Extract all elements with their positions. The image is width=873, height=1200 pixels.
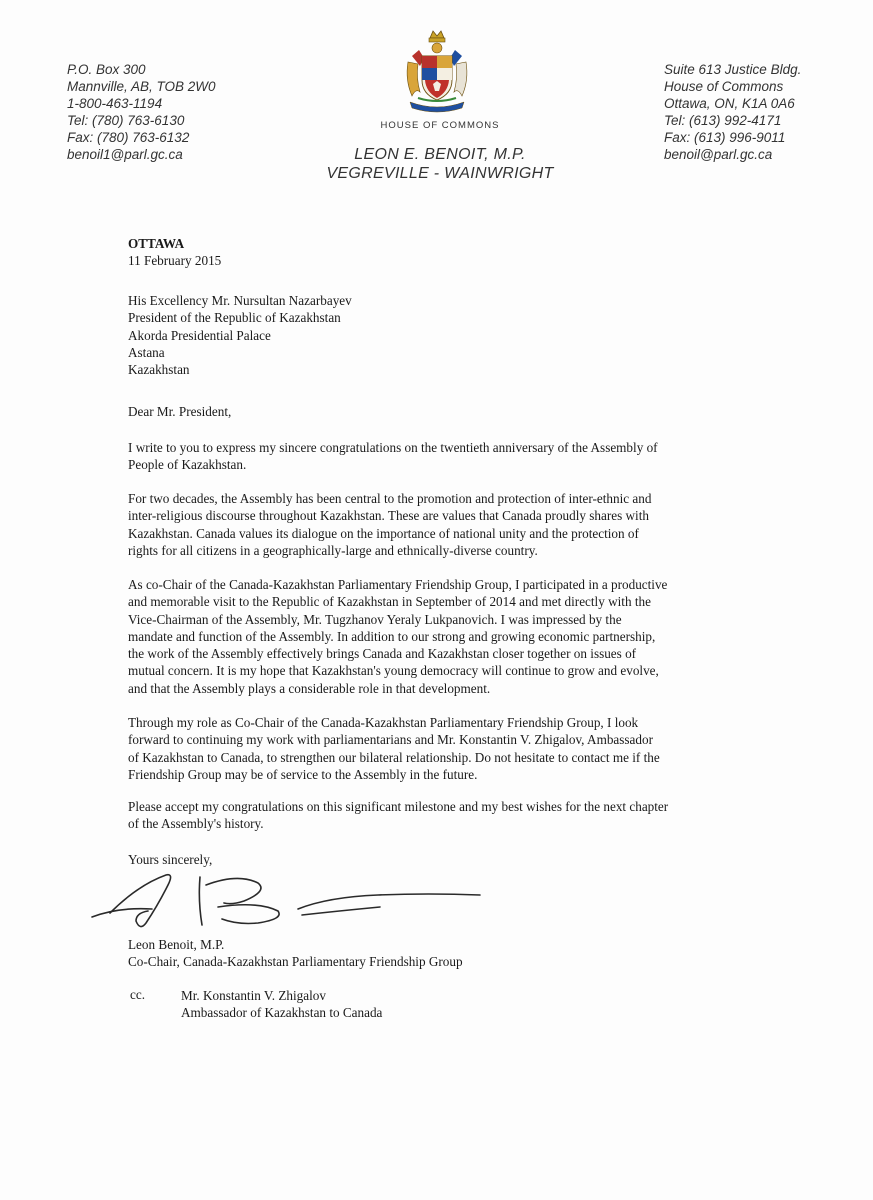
paragraph-line: Through my role as Co-Chair of the Canada-Kazakhstan Parliamentary Friendship Group, I look [128,715,639,730]
cc-label: cc. [130,987,146,1002]
left-address-line: 1-800-463-1194 [67,96,163,111]
paragraph-line: Friendship Group may be of service to the Assembly in the future. [128,766,478,782]
ottawa-left-address-block [67,61,216,163]
coat-of-arms-icon [402,28,472,116]
paragraph-line: of the Assembly's history. [128,816,264,832]
paragraph-line: I write to you to express my sincere congratulations on the twentieth anniversary of the Assembly of [128,440,658,455]
paragraph-line: People of Kazakhstan. [128,457,247,473]
paragraph-line: Please accept my congratulations on this significant milestone and my best wishes for the next chapter [128,799,669,814]
constituency-right-address-block [664,61,801,163]
member-name: LEON E. BENOIT, M.P. [354,146,526,163]
signature-block [128,936,748,971]
closing: Yours sincerely, [128,852,213,867]
right-address-line: Suite 613 Justice Bldg. [664,62,802,77]
recipient-line: President of the Republic of Kazakhstan [128,310,341,326]
paragraph-line: Kazakhstan. Canada values its dialogue on the importance of national unity and the protection of [128,525,639,541]
right-address-line: Fax: (613) 996-9011 [664,130,786,145]
left-address-line: Mannville, AB, TOB 2W0 [67,79,216,94]
recipient-line: Kazakhstan [128,362,190,378]
paragraph-line: Vice-Chairman of the Assembly, Mr. Tugzhanov Yeraly Lukpanovich. I was impressed by the [128,611,622,627]
recipient-line: Akorda Presidential Palace [128,327,271,343]
recipient-address [128,292,748,378]
paragraph-line: forward to continuing my work with parliamentarians and Mr. Konstantin V. Zhigalov, Ambassador [128,732,653,748]
paragraph-2 [128,490,748,559]
paragraph-4 [128,714,748,783]
paragraph-line: For two decades, the Assembly has been central to the promotion and protection of inter-ethnic and [128,491,652,506]
paragraph-3 [128,576,748,697]
recipient-line: His Excellency Mr. Nursultan Nazarbayev [128,293,352,308]
paragraph-line: and that the Assembly plays a considerable role in that development. [128,680,491,696]
letter-city: OTTAWA [128,236,185,251]
member-name-block [290,145,590,183]
paragraph-5 [128,798,748,833]
institution-name: HOUSE OF COMMONS [380,120,500,131]
right-address-line: Ottawa, ON, K1A 0A6 [664,96,795,111]
signer-name: Leon Benoit, M.P. [128,937,225,952]
paragraph-line: the work of the Assembly effectively brings Canada and Kazakhstan closer together on issues of [128,646,637,662]
cc-line: Ambassador of Kazakhstan to Canada [181,1005,383,1021]
paragraph-line: of Kazakhstan to Canada, to strengthen our bilateral relationship. Do not hesitate to contact me if the [128,749,660,765]
right-address-line: benoil@parl.gc.ca [664,147,773,162]
cc-line: Mr. Konstantin V. Zhigalov [181,988,326,1003]
paragraph-line: mutual concern. It is my hope that Kazakhstan's young democracy will continue to grow and evolve, [128,663,659,679]
left-address-line: Fax: (780) 763-6132 [67,130,190,145]
letter-date: 11 February 2015 [128,253,222,269]
signature-icon [88,865,488,935]
left-address-line: Tel: (780) 763-6130 [67,113,185,128]
signer-title: Co-Chair, Canada-Kazakhstan Parliamentary Friendship Group [128,954,463,970]
dateline [128,235,748,270]
paragraph-line: mandate and function of the Assembly. In addition to our strong and growing economic partnership, [128,628,656,644]
right-address-line: Tel: (613) 992-4171 [664,113,782,128]
paragraph-line: rights for all citizens in a geographically-large and ethnically-diverse country. [128,542,538,558]
left-address-line: benoil1@parl.gc.ca [67,147,183,162]
paragraph-1 [128,439,748,474]
riding-name: VEGREVILLE - WAINWRIGHT [326,165,554,182]
paragraph-line: As co-Chair of the Canada-Kazakhstan Parliamentary Friendship Group, I participated in a productive [128,577,668,592]
right-address-line: House of Commons [664,79,784,94]
paragraph-line: and memorable visit to the Republic of Kazakhstan in September of 2014 and met directly with the [128,594,651,610]
salutation: Dear Mr. President, [128,404,232,419]
cc-recipient [181,987,382,1022]
left-address-line: P.O. Box 300 [67,62,146,77]
paragraph-line: inter-religious discourse throughout Kazakhstan. These are values that Canada proudly shares with [128,508,649,524]
recipient-line: Astana [128,344,165,360]
